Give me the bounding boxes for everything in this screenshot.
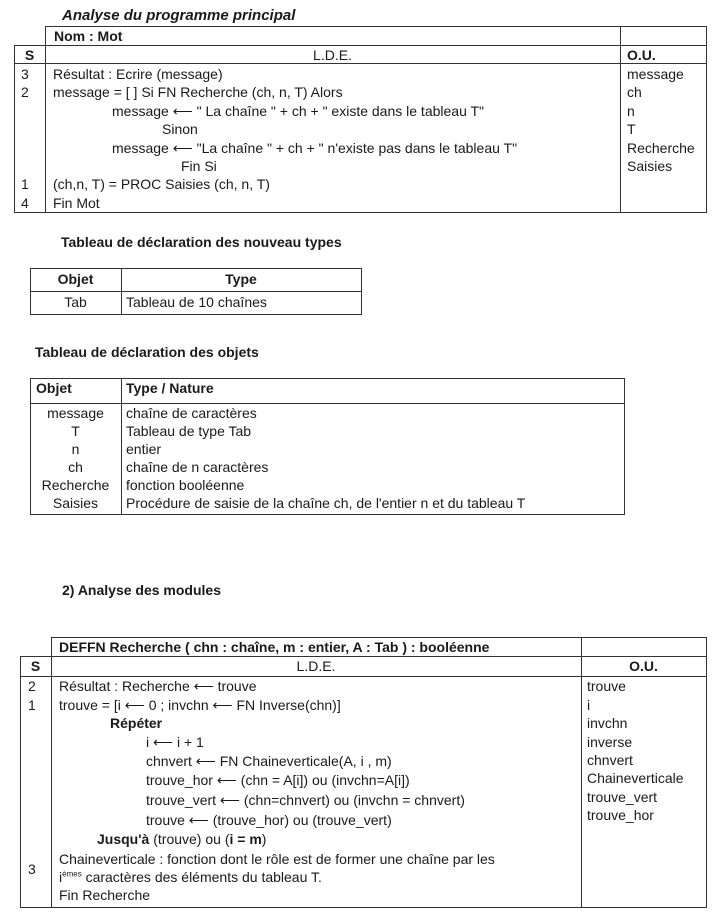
header-ou: O.U. xyxy=(627,47,656,63)
ith-superscript: èmes xyxy=(62,869,82,879)
table-border xyxy=(581,637,582,908)
step-number: 2 xyxy=(21,84,29,100)
types-table-title: Tableau de déclaration des nouveau types xyxy=(61,234,342,250)
lde-line: i ⟵ i + 1 xyxy=(146,734,204,750)
header-type-nature: Type / Nature xyxy=(126,380,214,396)
ou-item: Saisies xyxy=(627,158,673,174)
header-s: S xyxy=(30,658,41,674)
table-border xyxy=(20,907,707,908)
program-name: Nom : Mot xyxy=(54,28,123,44)
until-line xyxy=(97,830,266,848)
object-name: n xyxy=(71,441,80,457)
header-s: S xyxy=(24,47,35,63)
ith-rest: caractères des éléments du tableau T. xyxy=(81,869,322,885)
ou-item: inverse xyxy=(587,734,633,750)
until-keyword: Jusqu'à xyxy=(97,831,150,847)
until-condition-bold: i = m xyxy=(229,831,262,847)
lde-line: (ch,n, T) = PROC Saisies (ch, n, T) xyxy=(53,176,270,192)
table-border xyxy=(30,291,362,292)
ith-letter: i xyxy=(59,869,63,885)
lde-line: chnvert ⟵ FN Chaineverticale(A, i , m) xyxy=(146,753,392,769)
type-objet: Tab xyxy=(64,294,87,310)
table-border xyxy=(51,637,52,908)
lde-line: message = [ ] Si FN Recherche (ch, n, T) Alors xyxy=(53,84,343,100)
ou-item: i xyxy=(587,697,591,713)
step-number: 3 xyxy=(21,66,29,82)
until-condition-part: (trouve) ou ( xyxy=(149,831,230,847)
main-analysis-title: Analyse du programme principal xyxy=(62,7,296,24)
lde-line: Fin Recherche xyxy=(59,887,151,903)
table-border xyxy=(706,26,707,213)
table-border xyxy=(706,637,707,908)
lde-line: Fin Si xyxy=(181,158,217,174)
ou-item: trouve xyxy=(587,678,626,694)
object-type: chaîne de n caractères xyxy=(126,459,269,475)
ou-item: trouve_hor xyxy=(587,807,654,823)
table-border xyxy=(620,26,621,213)
table-border xyxy=(20,656,21,908)
table-border xyxy=(30,514,625,515)
object-type: chaîne de caractères xyxy=(126,405,257,421)
ou-item: n xyxy=(627,103,635,119)
table-border xyxy=(121,378,122,515)
lde-line: Fin Mot xyxy=(53,195,100,211)
object-type: fonction booléenne xyxy=(126,477,245,493)
header-lde: L.D.E. xyxy=(313,47,352,63)
step-number: 2 xyxy=(28,678,36,694)
lde-line: Résultat : Recherche ⟵ trouve xyxy=(59,678,257,694)
objects-table-title: Tableau de déclaration des objets xyxy=(35,344,259,360)
step-number: 4 xyxy=(21,195,29,211)
header-lde: L.D.E. xyxy=(296,658,336,674)
ou-item: ch xyxy=(627,84,642,100)
ou-item: trouve_vert xyxy=(587,789,658,805)
object-name: Recherche xyxy=(41,477,110,493)
lde-line: message ⟵ "La chaîne " + ch + " n'existe pas dans le tableau T" xyxy=(112,140,518,156)
table-border xyxy=(14,212,707,213)
type-value: Tableau de 10 chaînes xyxy=(126,294,267,310)
lde-line: trouve ⟵ (trouve_hor) ou (trouve_vert) xyxy=(146,812,392,828)
ou-item: invchn xyxy=(587,715,628,731)
object-name: message xyxy=(47,405,104,421)
lde-line: Chaineverticale : fonction dont le rôle est de former une chaîne par les xyxy=(59,851,495,867)
table-border xyxy=(624,378,625,515)
modules-section-title: 2) Analyse des modules xyxy=(62,582,221,598)
lde-line: trouve_hor ⟵ (chn = A[i]) ou (invchn=A[i]) xyxy=(146,772,410,788)
step-number: 1 xyxy=(21,176,29,192)
lde-line: message ⟵ " La chaîne " + ch + " existe dans le tableau T" xyxy=(112,103,485,119)
ou-item: message xyxy=(627,66,684,82)
header-objet: Objet xyxy=(36,380,72,396)
object-type: Procédure de saisie de la chaîne ch, de l'entier n et du tableau T xyxy=(126,495,526,511)
table-border xyxy=(30,314,362,315)
step-number: 1 xyxy=(28,697,36,713)
lde-line: trouve = [i ⟵ 0 ; invchn ⟵ FN Inverse(chn)] xyxy=(59,697,341,713)
object-name: Saisies xyxy=(52,495,99,511)
object-name: T xyxy=(71,423,80,439)
object-type: entier xyxy=(126,441,162,457)
repeat-keyword: Répéter xyxy=(110,715,163,731)
table-border xyxy=(45,26,707,27)
table-border xyxy=(30,268,362,269)
ou-item: chnvert xyxy=(587,752,633,768)
table-border xyxy=(361,268,362,315)
until-condition-end: ) xyxy=(261,831,267,847)
lde-line xyxy=(59,868,322,886)
lde-line: trouve_vert ⟵ (chn=chnvert) ou (invchn = chnvert) xyxy=(146,792,465,808)
table-border xyxy=(14,45,15,213)
header-ou: O.U. xyxy=(629,658,658,674)
ou-item: Recherche xyxy=(627,140,695,156)
lde-line: Résultat : Ecrire (message) xyxy=(53,66,223,82)
object-name: ch xyxy=(68,459,83,475)
step-number: 3 xyxy=(28,861,36,877)
lde-line: Sinon xyxy=(162,121,198,137)
header-type: Type xyxy=(225,271,257,287)
object-type: Tableau de type Tab xyxy=(126,423,252,439)
ou-item: Chaineverticale xyxy=(587,770,684,786)
table-border xyxy=(30,378,625,379)
function-definition: DEFFN Recherche ( chn : chaîne, m : entier, A : Tab ) : booléenne xyxy=(59,639,490,655)
ou-item: T xyxy=(627,121,636,137)
header-objet: Objet xyxy=(57,271,94,287)
